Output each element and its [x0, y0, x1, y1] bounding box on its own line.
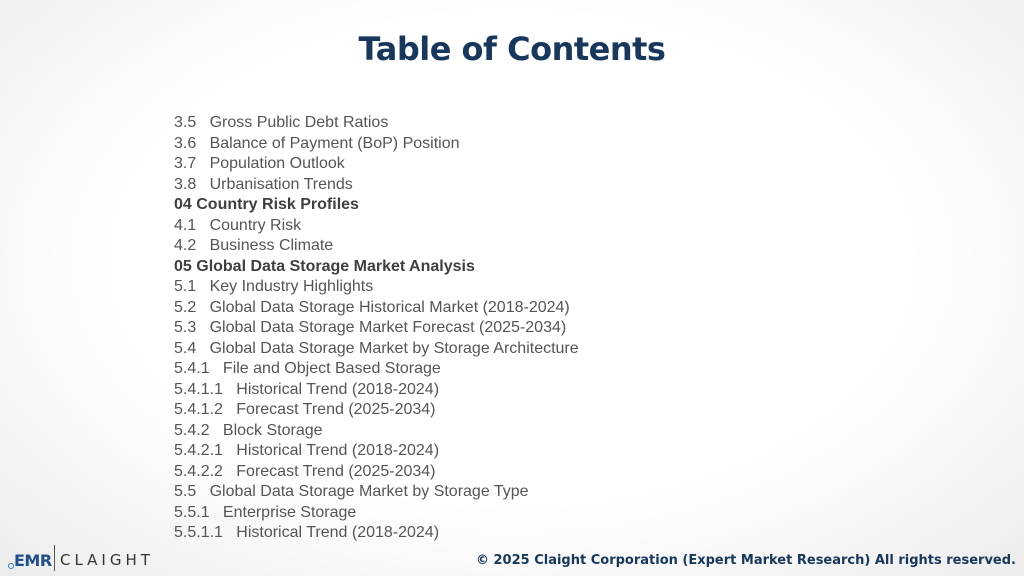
- toc-item: 4.1 Country Risk: [174, 216, 302, 234]
- toc-item: 5.4.2.2 Forecast Trend (2025-2034): [174, 462, 436, 480]
- toc-item: 4.2 Business Climate: [174, 237, 334, 254]
- toc-item: 5.4.1.2 Forecast Trend (2025-2034): [174, 401, 436, 418]
- toc-list: [174, 113, 579, 544]
- toc-item: 5.5 Global Data Storage Market by Storage Type: [174, 483, 529, 500]
- toc-item: 5.5.1.1 Historical Trend (2018-2024): [174, 524, 440, 541]
- logo-divider: [54, 545, 55, 571]
- logo-emr-text: EMR: [14, 551, 52, 570]
- toc-item: 5.4.2 Block Storage: [174, 421, 323, 439]
- toc-item: 5.4 Global Data Storage Market by Storage Architecture: [174, 339, 579, 357]
- toc-item: 3.7 Population Outlook: [174, 155, 345, 172]
- toc-item: 5.4.2.1 Historical Trend (2018-2024): [174, 442, 440, 459]
- toc-item: 5.3 Global Data Storage Market Forecast (2025-2034): [174, 319, 567, 336]
- toc-item: 5.5.1 Enterprise Storage: [174, 503, 357, 521]
- toc-item: 5.4.1.1 Historical Trend (2018-2024): [174, 380, 440, 398]
- toc-item: 3.5 Gross Public Debt Ratios: [174, 114, 389, 131]
- copyright-footer: © 2025 Claight Corporation (Expert Market Research) All rights reserved.: [475, 553, 1016, 568]
- toc-item: 5.2 Global Data Storage Historical Market (2018-2024): [174, 298, 570, 316]
- page-title: Table of Contents: [358, 30, 666, 68]
- company-logo: [8, 544, 158, 574]
- toc-item: 3.6 Balance of Payment (BoP) Position: [174, 134, 460, 152]
- toc-item: 5.1 Key Industry Highlights: [174, 278, 374, 295]
- toc-section-heading: 04 Country Risk Profiles: [174, 196, 359, 213]
- logo-claight-text: CLAIGHT: [60, 551, 154, 569]
- toc-item: 5.4.1 File and Object Based Storage: [174, 360, 441, 377]
- toc-item: 3.8 Urbanisation Trends: [174, 175, 353, 193]
- toc-section-heading: 05 Global Data Storage Market Analysis: [174, 257, 475, 275]
